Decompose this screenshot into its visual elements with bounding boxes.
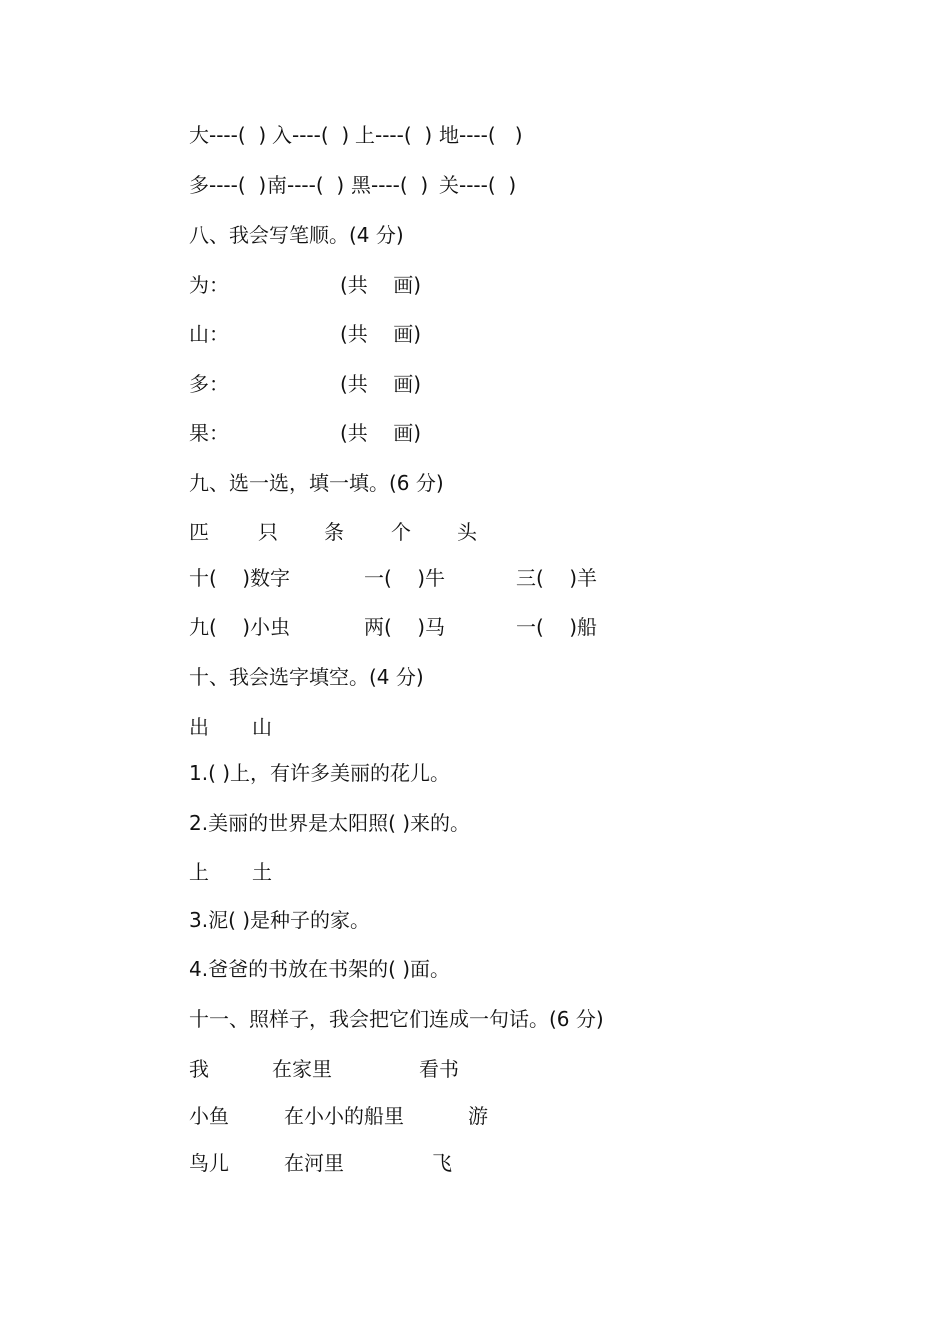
opposite-item: 入----( ) xyxy=(272,123,350,147)
sentence-part: 飞 xyxy=(432,1151,452,1175)
section-9-title: 九、选一选，填一填。(6 分) xyxy=(189,471,444,495)
sentence-part: 游 xyxy=(468,1104,488,1128)
sentence-part: 鸟儿 xyxy=(189,1151,229,1175)
opposite-item: 多----( ) xyxy=(189,173,267,197)
opposite-item: 关----( ) xyxy=(439,173,517,197)
section-8-title: 八、我会写笔顺。(4 分) xyxy=(189,223,404,247)
section-10-title: 十、我会选字填空。(4 分) xyxy=(189,665,424,689)
sentence-part: 看书 xyxy=(419,1057,459,1081)
option-char: 山 xyxy=(252,715,272,739)
opposite-item: 南----( ) xyxy=(267,173,345,197)
fill-blank-item: 一( )牛 xyxy=(364,566,446,590)
fill-blank-item: 两( )马 xyxy=(364,615,446,639)
stroke-count-blank: (共 画) xyxy=(340,421,422,445)
stroke-count-blank: (共 画) xyxy=(340,372,422,396)
opposite-item: 上----( ) xyxy=(355,123,433,147)
sentence-part: 在小小的船里 xyxy=(284,1104,404,1128)
question-4: 4.爸爸的书放在书架的( )面。 xyxy=(189,957,451,981)
sentence-part: 在河里 xyxy=(284,1151,344,1175)
sentence-part: 我 xyxy=(189,1057,209,1081)
option-char: 上 xyxy=(189,860,209,884)
stroke-char: 为： xyxy=(189,273,229,297)
option-word: 匹 xyxy=(189,520,209,544)
option-word: 条 xyxy=(324,520,344,544)
opposite-item: 黑----( ) xyxy=(351,173,429,197)
fill-blank-item: 一( )船 xyxy=(516,615,598,639)
stroke-count-blank: (共 画) xyxy=(340,322,422,346)
question-2: 2.美丽的世界是太阳照( )来的。 xyxy=(189,811,471,835)
fill-blank-item: 九( )小虫 xyxy=(189,615,291,639)
option-word: 个 xyxy=(391,520,411,544)
option-char: 出 xyxy=(189,715,209,739)
section-11-title: 十一、照样子，我会把它们连成一句话。(6 分) xyxy=(189,1007,604,1031)
fill-blank-item: 三( )羊 xyxy=(516,566,598,590)
opposite-item: 地----( ) xyxy=(439,123,523,147)
sentence-part: 在家里 xyxy=(272,1057,332,1081)
question-3: 3.泥( )是种子的家。 xyxy=(189,908,371,932)
stroke-char: 果： xyxy=(189,421,229,445)
option-word: 头 xyxy=(457,520,477,544)
option-word: 只 xyxy=(258,520,278,544)
option-char: 土 xyxy=(252,860,272,884)
stroke-char: 多： xyxy=(189,372,229,396)
sentence-part: 小鱼 xyxy=(189,1104,229,1128)
fill-blank-item: 十( )数字 xyxy=(189,566,291,590)
stroke-char: 山： xyxy=(189,322,229,346)
opposite-item: 大----( ) xyxy=(189,123,267,147)
stroke-count-blank: (共 画) xyxy=(340,273,422,297)
question-1: 1.( )上，有许多美丽的花儿。 xyxy=(189,761,451,785)
